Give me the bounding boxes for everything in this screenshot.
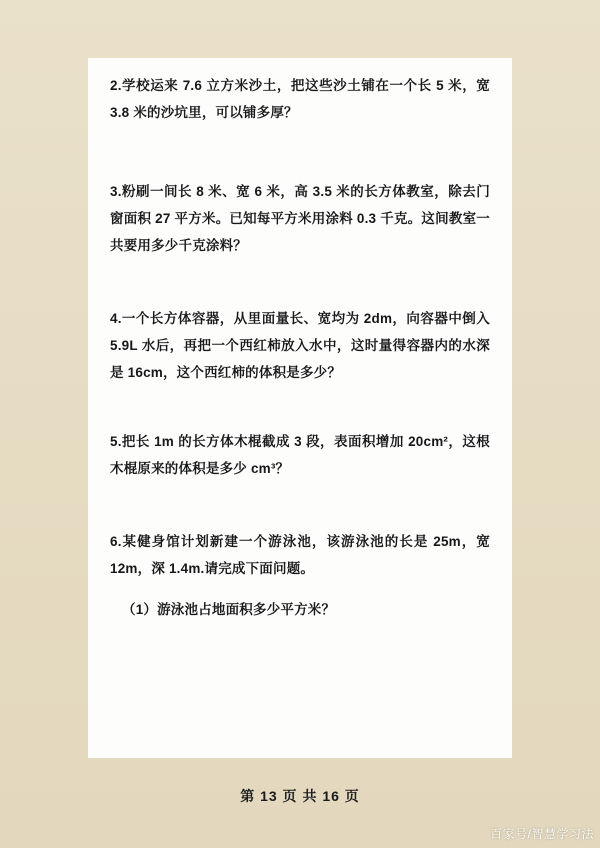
watermark: 百家号/智慧学习法: [490, 827, 594, 841]
question-2: 2.学校运来 7.6 立方米沙土，把这些沙土铺在一个长 5 米，宽 3.8 米的沙坑里，可以铺多厚？: [110, 78, 490, 120]
answer-space-2: [110, 132, 490, 178]
answer-space-3: [110, 265, 490, 305]
question-4: 4.一个长方体容器，从里面量长、宽均为 2dm，向容器中倒入 5.9L 水后，再把一个西红柿放入水中，这时量得容器内的水深是 16cm，这个西红柿的体积是多少？: [110, 311, 490, 380]
question-3: 3.粉刷一间长 8 米、宽 6 米，高 3.5 米的长方体教室，除去门窗面积 27 平方米。已知每平方米用涂料 0.3 千克。这间教室一共要用多少千克涂料？: [110, 184, 490, 253]
page-footer: 第 13 页 共 16 页: [240, 788, 360, 804]
spacer-6: [110, 588, 490, 596]
answer-space-4: [110, 392, 490, 428]
answer-space-5: [110, 488, 490, 528]
question-6-part-1: （1）游泳池占地面积多少平方米？: [122, 602, 336, 617]
question-5: 5.把长 1m 的长方体木棍截成 3 段，表面积增加 20cm²，这根木棍原来的体积是多少 cm³？: [110, 434, 490, 476]
question-6: 6.某健身馆计划新建一个游泳池，该游泳池的长是 25m，宽 12m，深 1.4m.请完成下面问题。: [110, 534, 490, 576]
document-body: [88, 58, 512, 758]
